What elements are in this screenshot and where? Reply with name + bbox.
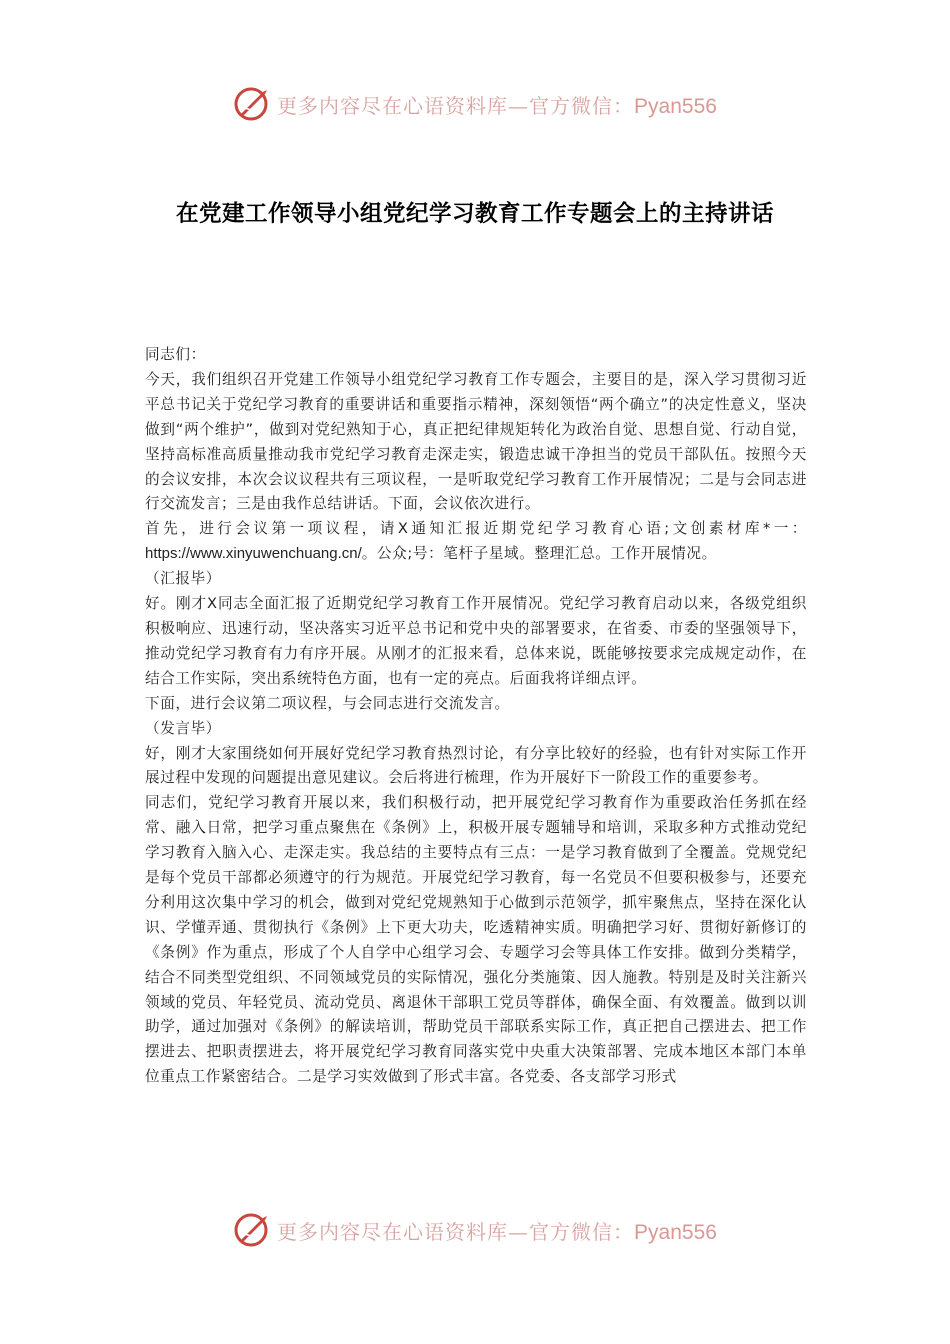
source-link[interactable]: https://www.xinyuwenchuang.cn/ [145,545,362,563]
paragraph-report-comment: 好。刚才X同志全面汇报了近期党纪学习教育工作开展情况。党纪学习教育启动以来，各级党组织积极响应、迅速行动，坚决落实习近平总书记和党中央的部署要求，在省委、市委的坚强领导下，推动党纪学习教育有力有序开展。从刚才的汇报来看，总体来说，既能够按要求完成规定动作，在结合工作实际，突出系统特色方面，也有一定的亮点。后面我将详细点评。 [145,595,807,687]
paragraph-agenda-one [145,517,807,567]
watermark-banner-bottom [0,1208,950,1252]
paragraph-opening: 今天，我们组织召开党建工作领导小组党纪学习教育工作专题会，主要目的是，深入学习贯彻习近平总书记关于党纪学习教育的重要讲话和重要指示精神，深刻领悟“两个确立”的决定性意义，坚决做到“两个维护”，做到对党纪熟知于心，真正把纪律规矩转化为政治自觉、思想自觉、行动自觉，坚持高标准高质量推动我市党纪学习教育走深走实，锻造忠诚干净担当的党员干部队伍。按照今天的会议安排，本次会议议程共有三项议程，一是听取党纪学习教育工作开展情况；二是与会同志进行交流发言；三是由我作总结讲话。下面，会议依次进行。 [145,370,807,513]
greeting: 同志们： [145,346,206,363]
watermark-banner-top [0,82,950,126]
paragraph-agenda-two: 下面，进行会议第二项议程，与会同志进行交流发言。 [145,694,510,712]
note-speech-finished: （发言毕） [145,719,221,737]
paragraph-discussion-comment: 好，刚才大家围绕如何开展好党纪学习教育热烈讨论，有分享比较好的经验，也有针对实际工作开展过程中发现的问题提出意见建议。会后将进行梳理，作为开展好下一阶段工作的重要参考。 [145,744,807,787]
quill-logo-icon [233,1210,273,1250]
note-report-finished: （汇报毕） [145,570,221,588]
agenda-one-text-end: 。公众;号：笔杆子星域。整理汇总。工作开展情况。 [361,545,717,563]
quill-logo-icon [233,84,273,124]
watermark-wechat-id: Pyan556 [634,94,717,118]
document-body [145,343,807,1090]
watermark-text: 更多内容尽在心语资料库—官方微信： [277,93,635,118]
agenda-one-text: 首先，进行会议第一项议程，请X通知汇报近期党纪学习教育心语;文创素材库*一： [145,520,807,538]
watermark-wechat-id: Pyan556 [634,1220,717,1244]
document-title: 在党建工作领导小组党纪学习教育工作专题会上的主持讲话 [175,201,774,227]
watermark-text: 更多内容尽在心语资料库—官方微信： [277,1219,635,1244]
paragraph-summary: 同志们，党纪学习教育开展以来，我们积极行动，把开展党纪学习教育作为重要政治任务抓在经常、融入日常，把学习重点聚焦在《条例》上，积极开展专题辅导和培训，采取多种方式推动党纪学习教育入脑入心、走深走实。我总结的主要特点有三点：一是学习教育做到了全覆盖。党规党纪是每个党员干部都必须遵守的行为规范。开展党纪学习教育，每一名党员不但要积极参与，还要充分利用这次集中学习的机会，做到对党纪党规熟知于心做到示范领学，抓牢聚焦点，坚持在深化认识、学懂弄通、贯彻执行《条例》上下更大功夫，吃透精神实质。明确把学习好、贯彻好新修订的《条例》作为重点，形成了个人自学中心组学习会、专题学习会等具体工作安排。做到分类精学，结合不同类型党组织、不同领域党员的实际情况，强化分类施策、因人施教。特别是及时关注新兴领域的党员、年轻党员、流动党员、离退休干部职工党员等群体，确保全面、有效覆盖。做到以训助学，通过加强对《条例》的解读培训，帮助党员干部联系实际工作，真正把自己摆进去、把工作摆进去、把职责摆进去，将开展党纪学习教育同落实党中央重大决策部署、完成本地区本部门本单位重点工作紧密结合。二是学习实效做到了形式丰富。各党委、各支部学习形式 [145,794,807,1086]
